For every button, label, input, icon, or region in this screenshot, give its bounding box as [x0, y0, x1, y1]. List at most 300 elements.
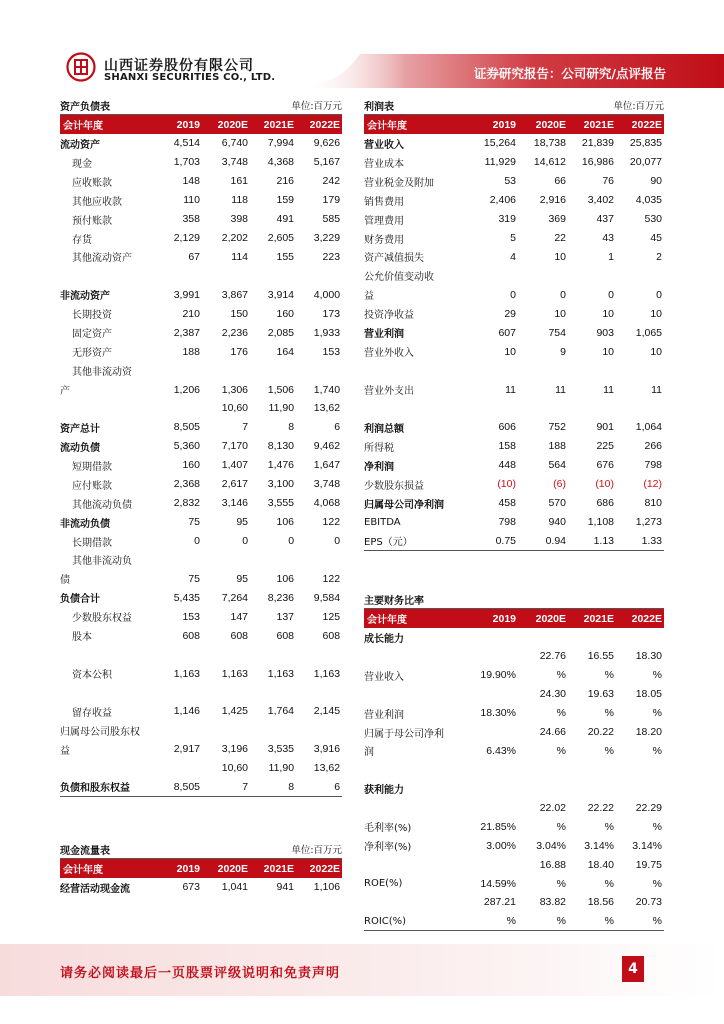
ratio-row-label: 成长能力: [364, 633, 404, 645]
cash-flow-header-cell: 2021E: [250, 859, 296, 878]
ratio-cell: [518, 779, 568, 798]
ratio-cell: %: [652, 707, 662, 720]
income-statement-row-label: 财务费用: [364, 234, 404, 246]
ratio-row: [364, 647, 664, 666]
income-statement-cell: 1.33: [616, 532, 664, 551]
ratio-title: 主要财务比率: [364, 590, 664, 609]
ratio-row-label: 营业利润: [364, 709, 404, 721]
ratio-cell: %: [556, 820, 566, 833]
balance-sheet-cell: [250, 721, 296, 740]
balance-sheet-cell: 159: [276, 194, 295, 207]
balance-sheet-row: [60, 172, 342, 191]
ratio-row-label: [364, 893, 468, 912]
income-statement-row-label: 营业成本: [364, 158, 404, 170]
balance-sheet-cell: 1,163: [173, 667, 200, 680]
balance-sheet-cell: 110: [183, 194, 200, 207]
balance-sheet-cell: 210: [182, 307, 200, 320]
ratio-cell: 83.82: [539, 896, 566, 909]
ratio-cell: 16.88: [539, 858, 566, 871]
income-statement-row-label: 归属母公司净利润: [364, 499, 444, 511]
balance-sheet-cell: 4,068: [313, 497, 341, 510]
balance-sheet-cell: [154, 361, 202, 380]
ratio-cell: [616, 779, 664, 798]
ratio-header-cell: 2020E: [518, 609, 568, 628]
balance-sheet-cell: 3,229: [313, 232, 341, 245]
income-statement-cell: 45: [650, 232, 663, 245]
ratio-cell: [518, 628, 568, 647]
income-statement-cell: [616, 266, 664, 285]
income-statement-row: [364, 248, 664, 267]
balance-sheet-cell: 608: [230, 629, 249, 642]
cash-flow-cell: 1,041: [221, 881, 249, 894]
balance-sheet-cell: 6,740: [221, 137, 249, 150]
income-statement-cell: 11: [651, 383, 663, 396]
balance-sheet-row-label: 流动负债: [60, 442, 100, 454]
ratio-header-cell: 2021E: [568, 609, 616, 628]
balance-sheet-row-label: 负债和股东权益: [60, 778, 154, 797]
balance-sheet-cell: 7,994: [267, 137, 295, 150]
balance-sheet-cell: 608: [182, 629, 200, 642]
balance-sheet-cell: 179: [322, 194, 341, 207]
income-statement-cell: 903: [596, 326, 614, 339]
balance-sheet-header-cell: 2022E: [296, 115, 342, 134]
balance-sheet-header-row: [60, 115, 342, 134]
income-statement-cell: 11: [555, 383, 566, 396]
income-statement-row-label: 营业外支出: [364, 386, 414, 398]
balance-sheet-cell: 8,505: [154, 778, 202, 797]
balance-sheet-row: [60, 588, 342, 607]
income-statement-row: [364, 153, 664, 172]
balance-sheet-row-label: 其他流动资产: [72, 253, 132, 265]
balance-sheet-cell: 2,129: [173, 232, 200, 245]
balance-sheet-cell: 10,60: [221, 762, 249, 775]
ratio-row-label: 归属于母公司净利: [364, 728, 444, 740]
income-statement-row-label: 益: [364, 291, 374, 303]
balance-sheet-row: [60, 494, 342, 513]
balance-sheet-cell: 4,000: [313, 288, 341, 301]
income-statement-cell: 319: [498, 213, 516, 226]
income-statement-cell: [568, 266, 616, 285]
balance-sheet-row: [60, 645, 342, 664]
balance-sheet-cell: 1,506: [267, 383, 295, 396]
balance-sheet-cell: 160: [276, 307, 295, 320]
balance-sheet-cell: 95: [236, 516, 249, 529]
balance-sheet-header-cell: 会计年度: [60, 115, 154, 134]
balance-sheet-row: [60, 778, 342, 797]
balance-sheet-row: [60, 456, 342, 475]
ratio-cell: %: [556, 877, 566, 890]
balance-sheet-row-label: 股本: [72, 632, 92, 644]
ratio-cell: [518, 760, 568, 779]
balance-sheet-cell: [202, 683, 250, 702]
ratio-row: [364, 836, 664, 855]
income-statement-cell: 1,108: [587, 516, 614, 529]
income-statement-row-label: 所得税: [364, 442, 394, 454]
ratio-cell: %: [468, 912, 518, 931]
balance-sheet-cell: 1,146: [173, 705, 200, 718]
ratio-row-label: 毛利率(%): [364, 823, 412, 835]
balance-sheet-cell: 1,306: [221, 383, 249, 396]
ratio-cell: [616, 760, 664, 779]
income-statement-cell: 53: [504, 175, 516, 188]
income-statement-title-row: [364, 96, 664, 115]
balance-sheet-cell: 1,163: [267, 667, 295, 680]
income-statement-row-label: 管理费用: [364, 215, 404, 227]
income-statement-cell: 266: [644, 440, 663, 453]
balance-sheet-row-label: 存货: [72, 234, 92, 246]
balance-sheet-row: [60, 361, 342, 380]
balance-sheet-cell: 6: [296, 778, 342, 797]
balance-sheet-cell: 4,368: [267, 156, 295, 169]
balance-sheet-cell: 5,167: [313, 156, 341, 169]
income-statement-row: [364, 304, 664, 323]
balance-sheet-cell: 491: [276, 213, 295, 226]
ratio-cell: 18.20: [635, 726, 662, 739]
balance-sheet-row: [60, 342, 342, 361]
balance-sheet-row-label: 益: [60, 745, 70, 757]
ratio-cell: %: [518, 912, 568, 931]
balance-sheet-row-label: 预付账款: [72, 215, 112, 227]
ratio-cell: %: [556, 744, 566, 757]
income-statement-cell: 570: [548, 497, 566, 510]
cash-flow-cell: 673: [182, 881, 200, 894]
balance-sheet-row-label: [60, 399, 154, 418]
balance-sheet-cell: 3,196: [221, 743, 249, 756]
income-statement-cell: 10: [554, 307, 566, 320]
cash-flow-title-row: [60, 840, 342, 859]
ratio-row-label: [364, 855, 468, 874]
income-statement-cell: [616, 361, 664, 380]
balance-sheet-cell: 7: [202, 778, 250, 797]
income-statement-cell: (10): [595, 478, 614, 491]
income-statement-row: [364, 134, 664, 153]
balance-sheet-title-row: [60, 96, 342, 115]
balance-sheet-cell: 3,100: [267, 478, 295, 491]
income-statement-row-label: 投资净收益: [364, 310, 414, 322]
balance-sheet-cell: [250, 683, 296, 702]
balance-sheet-row-label: 负债合计: [60, 594, 100, 606]
balance-sheet-row-label: [60, 759, 154, 778]
income-statement-cell: 0: [608, 288, 614, 301]
balance-sheet-cell: 8: [250, 778, 296, 797]
ratio-cell: [468, 798, 518, 817]
ratio-row: [364, 760, 664, 779]
income-statement-cell: 0: [560, 288, 566, 301]
balance-sheet-cell: 10,60: [221, 402, 249, 415]
balance-sheet-row-label: 其他应收款: [72, 196, 122, 208]
income-statement-cell: 158: [498, 440, 516, 453]
balance-sheet-row: [60, 721, 342, 740]
income-statement-header-cell: 2019: [468, 115, 518, 134]
income-statement-table: [364, 96, 664, 551]
balance-sheet-cell: 1,407: [221, 459, 249, 472]
balance-sheet-cell: 2,617: [221, 478, 249, 491]
balance-sheet-row: [60, 475, 342, 494]
income-statement-cell: 76: [602, 175, 614, 188]
balance-sheet-cell: 3,748: [221, 156, 249, 169]
balance-sheet-cell: [250, 645, 296, 664]
balance-sheet-row-label: [60, 266, 154, 285]
balance-sheet-row-label: 债: [60, 575, 70, 587]
ratio-row: [364, 798, 664, 817]
income-statement-cell: 10: [554, 250, 566, 263]
balance-sheet-cell: 147: [230, 610, 249, 623]
balance-sheet-row: [60, 380, 342, 399]
balance-sheet-row-label: [60, 683, 154, 702]
balance-sheet-row-label: 资本公积: [72, 670, 112, 682]
cash-flow-unit: 单位:百万元: [250, 840, 342, 859]
balance-sheet-cell: 3,555: [267, 497, 295, 510]
income-statement-cell: (6): [553, 478, 566, 491]
balance-sheet-row-label: 现金: [72, 158, 92, 170]
page-footer: [0, 944, 724, 996]
ratio-cell: 18.30%: [480, 707, 516, 720]
balance-sheet-row: [60, 683, 342, 702]
balance-sheet-cell: 114: [231, 250, 249, 263]
income-statement-row: [364, 323, 664, 342]
income-statement-cell: (12): [643, 478, 663, 491]
income-statement-cell: [518, 399, 568, 418]
income-statement-row-label: 营业利润: [364, 329, 404, 341]
balance-sheet-row-label: 非流动负债: [60, 518, 110, 530]
company-name-cn: 山西证券股份有限公司: [104, 58, 254, 74]
balance-sheet-row: [60, 740, 342, 759]
ratio-cell: 287.21: [483, 896, 516, 909]
income-statement-cell: 458: [498, 497, 516, 510]
balance-sheet-row: [60, 304, 342, 323]
balance-sheet-cell: 223: [322, 250, 341, 263]
balance-sheet-cell: 216: [276, 175, 295, 188]
balance-sheet-cell: [296, 721, 342, 740]
balance-sheet-cell: [296, 551, 342, 570]
balance-sheet-cell: 9,462: [313, 440, 341, 453]
ratio-cell: %: [568, 912, 616, 931]
ratio-cell: 6.43%: [486, 744, 516, 757]
company-name-en: SHANXI SECURITIES CO., LTD.: [104, 72, 276, 83]
balance-sheet-cell: 7: [242, 421, 249, 434]
balance-sheet-cell: 67: [188, 250, 200, 263]
income-statement-row: [364, 399, 664, 418]
balance-sheet-cell: 585: [322, 213, 341, 226]
income-statement-cell: 11,929: [484, 156, 516, 169]
income-statement-cell: [568, 361, 616, 380]
income-statement-row-label: EPS（元）: [364, 532, 468, 551]
income-statement-cell: [568, 399, 616, 418]
balance-sheet-cell: 148: [182, 175, 200, 188]
balance-sheet-cell: 13,62: [313, 402, 341, 415]
ratio-cell: [468, 723, 518, 742]
balance-sheet-cell: 3,916: [313, 743, 341, 756]
income-statement-cell: 448: [498, 459, 516, 472]
balance-sheet-cell: 1,425: [221, 705, 249, 718]
income-statement-row-label: 少数股东损益: [364, 480, 424, 492]
income-statement-cell: [616, 399, 664, 418]
income-statement-cell: 798: [644, 459, 663, 472]
ratio-cell: [468, 779, 518, 798]
ratio-cell: %: [604, 877, 614, 890]
balance-sheet-header-cell: 2019: [154, 115, 202, 134]
ratio-cell: 22.76: [539, 650, 566, 663]
income-statement-cell: 66: [554, 175, 566, 188]
ratio-row: [364, 666, 664, 685]
balance-sheet-row: [60, 134, 342, 153]
income-statement-cell: 4: [510, 250, 516, 263]
balance-sheet-row-label: 长期借款: [72, 537, 112, 549]
ratio-header-row: [364, 609, 664, 628]
income-statement-cell: (10): [497, 478, 516, 491]
ratio-row-label: 营业收入: [364, 671, 404, 683]
ratio-row-label: [364, 685, 468, 704]
income-statement-cell: [468, 266, 518, 285]
ratio-row-label: ROE(%): [364, 878, 403, 890]
income-statement-cell: 676: [596, 459, 614, 472]
ratio-cell: 20.22: [587, 726, 614, 739]
ratio-cell: %: [556, 707, 566, 720]
ratio-row: [364, 874, 664, 893]
cash-flow-header-cell: 2022E: [296, 859, 342, 878]
balance-sheet-cell: [202, 266, 250, 285]
balance-sheet-row: [60, 153, 342, 172]
income-statement-cell: 20,077: [629, 156, 663, 169]
ratio-cell: [568, 628, 616, 647]
income-statement-cell: 798: [498, 516, 516, 529]
income-statement-row: [364, 418, 664, 437]
balance-sheet-cell: [154, 399, 202, 418]
ratio-cell: 20.73: [635, 896, 662, 909]
income-statement-row: [364, 532, 664, 551]
income-statement-cell: 10: [602, 307, 614, 320]
report-type-title: 证券研究报告：公司研究/点评报告: [473, 66, 666, 81]
income-statement-row: [364, 229, 664, 248]
balance-sheet-cell: 1,206: [173, 383, 200, 396]
income-statement-cell: 606: [498, 421, 516, 434]
balance-sheet-cell: 122: [322, 572, 341, 585]
ratio-row: [364, 855, 664, 874]
balance-sheet-cell: 8: [288, 421, 295, 434]
balance-sheet-cell: 3,914: [267, 288, 295, 301]
balance-sheet-cell: [296, 645, 342, 664]
balance-sheet-cell: 8,505: [173, 421, 200, 434]
balance-sheet-cell: 1,703: [173, 156, 200, 169]
balance-sheet-header-cell: 2021E: [250, 115, 296, 134]
ratio-cell: 16.55: [587, 650, 614, 663]
balance-sheet-row: [60, 607, 342, 626]
balance-sheet-unit: 单位:百万元: [250, 96, 342, 115]
balance-sheet-cell: 75: [188, 516, 200, 529]
ratio-cell: %: [556, 669, 566, 682]
income-statement-cell: 16,986: [581, 156, 614, 169]
balance-sheet-row-label: 无形资产: [72, 348, 112, 360]
income-statement-cell: 0: [510, 288, 516, 301]
balance-sheet-cell: 155: [276, 250, 295, 263]
income-statement-row-label: [364, 399, 468, 418]
income-statement-cell: 21,839: [581, 137, 614, 150]
balance-sheet-cell: [154, 683, 202, 702]
cash-flow-header-cell: 会计年度: [60, 859, 154, 878]
balance-sheet-cell: 608: [322, 629, 341, 642]
balance-sheet-cell: [250, 266, 296, 285]
ratio-title-row: [364, 590, 664, 609]
balance-sheet-cell: 1,647: [313, 459, 341, 472]
balance-sheet-cell: 9,626: [313, 137, 341, 150]
balance-sheet-cell: 106: [276, 516, 295, 529]
balance-sheet-cell: 398: [230, 213, 249, 226]
cash-flow-header-cell: 2020E: [202, 859, 250, 878]
income-statement-row-label: 营业外收入: [364, 348, 414, 360]
ratio-cell: [468, 628, 518, 647]
ratio-row: [364, 704, 664, 723]
balance-sheet-cell: 0: [242, 535, 249, 548]
balance-sheet-cell: 2,387: [173, 326, 200, 339]
balance-sheet-row-label: 资产总计: [60, 423, 100, 435]
balance-sheet-row: [60, 532, 342, 551]
balance-sheet-header-cell: 2020E: [202, 115, 250, 134]
page-number: 4: [622, 956, 644, 982]
balance-sheet-cell: 160: [182, 459, 200, 472]
income-statement-row: [364, 210, 664, 229]
cash-flow-cell: 941: [276, 881, 295, 894]
balance-sheet-cell: [250, 551, 296, 570]
ratio-cell: [468, 685, 518, 704]
ratio-row-label: [364, 760, 468, 779]
balance-sheet-cell: 122: [322, 516, 341, 529]
ratio-cell: [616, 628, 664, 647]
financial-ratio-table: [364, 590, 664, 931]
income-statement-cell: 22: [554, 232, 566, 245]
balance-sheet-cell: [154, 551, 202, 570]
ratio-row: [364, 685, 664, 704]
income-statement-row-label: 资产减值损失: [364, 253, 424, 265]
balance-sheet-row: [60, 191, 342, 210]
balance-sheet-table: [60, 96, 342, 797]
income-statement-cell: 754: [548, 326, 566, 339]
balance-sheet-title: 资产负债表: [60, 96, 250, 115]
income-statement-cell: 901: [596, 421, 614, 434]
balance-sheet-cell: [202, 361, 250, 380]
ratio-cell: %: [616, 912, 664, 931]
ratio-row: [364, 912, 664, 931]
income-statement-unit: 单位:百万元: [568, 96, 664, 115]
ratio-cell: %: [652, 877, 662, 890]
balance-sheet-row: [60, 266, 342, 285]
income-statement-cell: 188: [548, 440, 566, 453]
cash-flow-header-row: [60, 859, 342, 878]
income-statement-header-cell: 2021E: [568, 115, 616, 134]
ratio-cell: 22.22: [587, 801, 614, 814]
ratio-cell: 22.02: [539, 801, 566, 814]
ratio-cell: %: [604, 707, 614, 720]
income-statement-row: [364, 513, 664, 532]
income-statement-cell: 810: [644, 497, 663, 510]
income-statement-cell: 607: [498, 326, 516, 339]
balance-sheet-cell: 0: [288, 535, 295, 548]
ratio-header-cell: 会计年度: [364, 609, 468, 628]
balance-sheet-cell: 153: [182, 610, 200, 623]
balance-sheet-cell: 2,917: [173, 743, 200, 756]
income-statement-cell: 1,065: [635, 326, 663, 339]
balance-sheet-cell: 7,264: [221, 591, 249, 604]
balance-sheet-cell: 2,202: [221, 232, 249, 245]
balance-sheet-row: [60, 210, 342, 229]
balance-sheet-row: [60, 323, 342, 342]
balance-sheet-cell: 1,764: [267, 705, 295, 718]
ratio-cell: [468, 760, 518, 779]
balance-sheet-cell: 3,146: [221, 497, 249, 510]
balance-sheet-cell: 6: [334, 421, 341, 434]
company-logo-icon: [66, 52, 96, 82]
balance-sheet-cell: 106: [276, 572, 295, 585]
balance-sheet-cell: [154, 645, 202, 664]
